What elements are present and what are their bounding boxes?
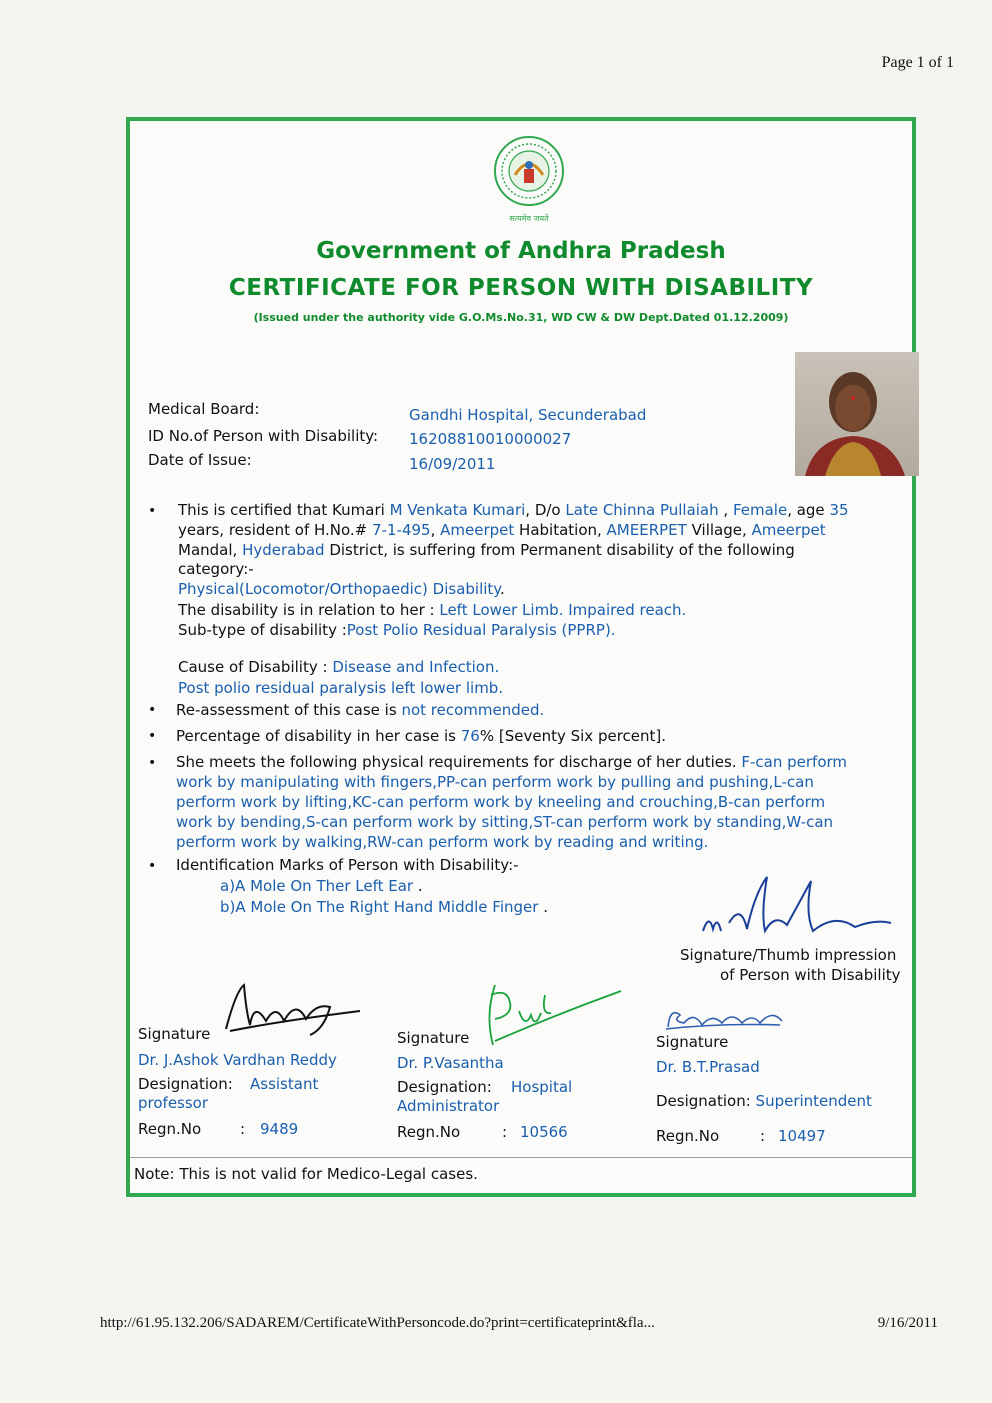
signatory-1-name: Dr. J.Ashok Vardhan Reddy (138, 1051, 337, 1069)
percentage-value: 76 (460, 727, 480, 745)
certify-text: , (718, 501, 733, 519)
signatory-1-signature-label: Signature (138, 1025, 211, 1043)
disability-category: Physical(Locomotor/Orthopaedic) Disability (178, 580, 501, 598)
cause-line (178, 658, 499, 677)
andhra-pradesh-emblem-icon (493, 135, 565, 227)
person-signature-label-1: Signature/Thumb impression (680, 946, 897, 964)
medical-board-label: Medical Board: (148, 400, 260, 418)
requirements-text: She meets the following physical requirements for discharge of her duties. (176, 753, 742, 771)
percentage-text: Percentage of disability in her case is (176, 727, 461, 745)
relation-line (178, 601, 686, 620)
certify-text: . (500, 580, 505, 598)
bullet-icon: • (148, 755, 157, 771)
bullet-icon: • (148, 858, 157, 874)
bullet-icon: • (148, 702, 157, 718)
percentage-text: % [Seventy Six percent]. (479, 727, 667, 745)
signatory-3-signature (660, 1001, 800, 1035)
relation-value: Left Lower Limb. Impaired reach. (439, 601, 687, 619)
requirements-value: F-can perform (741, 753, 848, 771)
id-value: 16208810010000027 (409, 430, 572, 448)
certificate (126, 117, 916, 1197)
certificate-title: CERTIFICATE FOR PERSON WITH DISABILITY (228, 275, 814, 301)
gender: Female (732, 501, 788, 519)
signatory-3-name: Dr. B.T.Prasad (656, 1058, 760, 1076)
designation-label: Designation: (656, 1092, 756, 1110)
certify-text: , (430, 521, 441, 539)
certify-text: Habitation, (514, 521, 607, 539)
requirements-line-5: perform work by walking,RW-can perform work by reading and writing. (176, 833, 709, 851)
designation-label: Designation: (397, 1078, 492, 1096)
footer-url: http://61.95.132.206/SADAREM/CertificateWithPersoncode.do?print=certificateprint&fla... (100, 1315, 655, 1331)
signatory-1-regn-value: 9489 (260, 1120, 299, 1138)
certify-line-3 (178, 541, 795, 560)
subtype-label: Sub-type of disability : (178, 621, 347, 639)
requirements-line-2: work by manipulating with fingers,PP-can perform work by pulling and pushing,L-can (176, 773, 814, 791)
certify-text: , D/o (525, 501, 566, 519)
signatory-3-designation-value: Superintendent (755, 1092, 872, 1110)
requirements-line-1 (176, 753, 847, 772)
mark-dot: . (538, 898, 548, 916)
signatory-2-regn-value: 10566 (520, 1123, 568, 1141)
certify-text: , age (787, 501, 830, 519)
signatory-2-designation-value: Hospital Administrator (397, 1078, 573, 1115)
certify-text: Mandal, (178, 541, 243, 559)
designation-label: Designation: (138, 1075, 233, 1093)
requirements-line-4: work by bending,S-can perform work by sitting,ST-can perform work by standing,W-can (176, 813, 834, 831)
signatory-2-signature-label: Signature (397, 1029, 470, 1047)
signatory-2-name: Dr. P.Vasantha (397, 1054, 504, 1072)
signatory-3-designation (656, 1092, 872, 1111)
certify-text: Village, (686, 521, 752, 539)
reassessment-line (176, 701, 544, 720)
date-of-issue-label: Date of Issue: (148, 451, 252, 469)
person-handwritten-signature (695, 873, 905, 945)
signatory-3-regn-label: Regn.No (656, 1127, 720, 1145)
authority-subtitle: (Issued under the authority vide G.O.Ms.No.31, WD CW & DW Dept.Dated 01.12.2009) (253, 311, 789, 324)
person-photo (795, 352, 919, 476)
requirements-line-3: perform work by lifting,KC-can perform work by kneeling and crouching,B-can perform (176, 793, 826, 811)
date-of-issue-value: 16/09/2011 (409, 455, 496, 473)
age: 35 (829, 501, 849, 519)
signatory-3-regn-value: 10497 (778, 1127, 826, 1145)
mark-b-value: b)A Mole On The Right Hand Middle Finger (220, 898, 539, 916)
certify-text: District, is suffering from Permanent disability of the following (324, 541, 795, 559)
validity-note: Note: This is not valid for Medico-Legal cases. (134, 1165, 478, 1183)
footer-date: 9/16/2011 (877, 1315, 938, 1331)
village: AMEERPET (606, 521, 687, 539)
person-signature-label-2: of Person with Disability (720, 966, 901, 984)
mark-a-value: a)A Mole On Ther Left Ear (220, 877, 414, 895)
cause-value: Disease and Infection. (332, 658, 500, 676)
signatory-2-signature (475, 975, 625, 1055)
subtype-value: Post Polio Residual Paralysis (PPRP). (346, 621, 616, 639)
mandal: Ameerpet (751, 521, 826, 539)
reassessment-text: Re-assessment of this case is (176, 701, 402, 719)
id-label: ID No.of Person with Disability: (148, 427, 379, 445)
emblem-motto: सत्यमेव जयते (509, 214, 549, 223)
district: Hyderabad (242, 541, 325, 559)
signatory-2-regn-label: Regn.No (397, 1123, 461, 1141)
house-number: 7-1-495 (372, 521, 431, 539)
certify-line-5 (178, 580, 505, 599)
signatory-1-designation-value: Assistant professor (138, 1075, 319, 1112)
signatory-1-signature (220, 981, 370, 1041)
cause-detail: Post polio residual paralysis left lower limb. (178, 679, 504, 697)
identification-mark-a (220, 877, 423, 896)
signatory-1-regn-colon: : (240, 1120, 246, 1138)
identification-label: Identification Marks of Person with Disability:- (176, 856, 519, 874)
divider (130, 1157, 912, 1158)
certify-text: This is certified that Kumari (178, 501, 390, 519)
cause-label: Cause of Disability : (178, 658, 333, 676)
medical-board-value: Gandhi Hospital, Secunderabad (409, 406, 647, 424)
reassessment-value: not recommended. (401, 701, 545, 719)
bullet-icon: • (148, 728, 157, 744)
relation-label: The disability is in relation to her : (178, 601, 440, 619)
signatory-3-signature-label: Signature (656, 1033, 729, 1051)
mark-dot: . (413, 877, 423, 895)
signatory-3-regn-colon: : (760, 1127, 766, 1145)
certify-line-1 (178, 501, 849, 520)
person-name: M Venkata Kumari (389, 501, 526, 519)
subtype-line (178, 621, 616, 640)
certify-line-2 (178, 521, 826, 540)
habitation: Ameerpet (440, 521, 515, 539)
signatory-2-regn-colon: : (502, 1123, 508, 1141)
parent-name: Late Chinna Pullaiah (565, 501, 719, 519)
govt-title: Government of Andhra Pradesh (316, 238, 726, 264)
certify-line-4: category:- (178, 560, 254, 578)
percentage-line (176, 727, 666, 746)
bullet-icon: • (148, 503, 157, 519)
signatory-1-regn-label: Regn.No (138, 1120, 202, 1138)
certify-text: years, resident of H.No.# (178, 521, 373, 539)
page-header: Page 1 of 1 (881, 54, 954, 71)
identification-mark-b (220, 898, 548, 917)
